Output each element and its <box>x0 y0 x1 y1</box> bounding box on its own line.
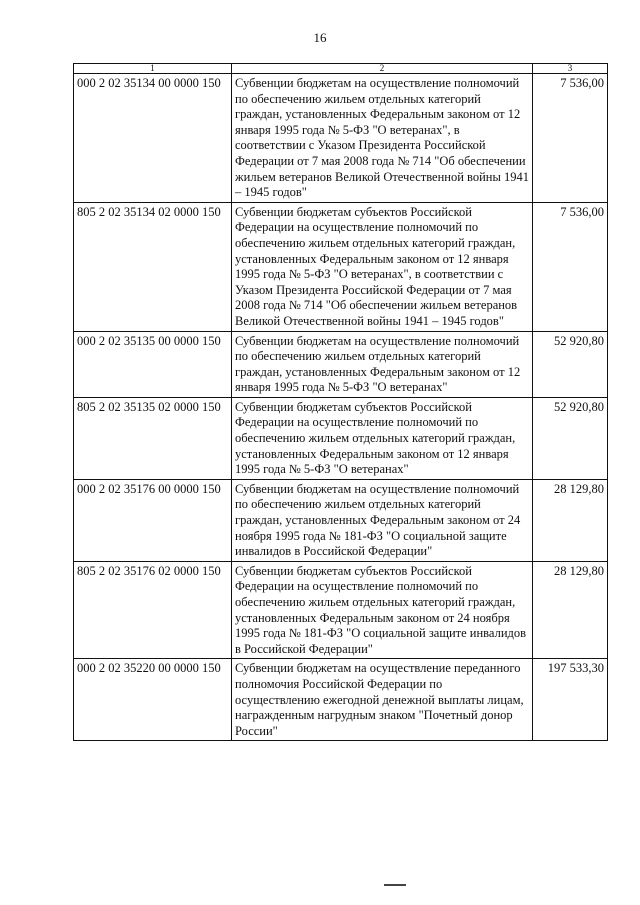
budget-code: 000 2 02 35135 00 0000 150 <box>74 331 232 397</box>
row-amount: 52 920,80 <box>533 331 608 397</box>
table-row <box>74 479 608 561</box>
column-header-3: 3 <box>533 64 608 74</box>
budget-code: 000 2 02 35220 00 0000 150 <box>74 659 232 741</box>
row-amount: 7 536,00 <box>533 74 608 203</box>
row-description: Субвенции бюджетам на осуществление полномочий по обеспечению жильем отдельных категорий граждан, установленных Федеральным законом от 12 января 1995 года № 5-ФЗ "О ветеранах" <box>232 331 533 397</box>
table-row <box>74 202 608 331</box>
row-amount: 28 129,80 <box>533 479 608 561</box>
row-amount: 52 920,80 <box>533 397 608 479</box>
budget-table <box>73 63 608 741</box>
table-row <box>74 331 608 397</box>
column-header-2: 2 <box>232 64 533 74</box>
row-description: Субвенции бюджетам субъектов Российской Федерации на осуществление полномочий по обеспечению жильем отдельных категорий граждан, установленных Федеральным законом от 24 ноября 1995 года № 181-ФЗ "О социальной защите инвалидов в Российской Федерации" <box>232 561 533 659</box>
scan-mark <box>384 884 406 886</box>
budget-code: 805 2 02 35134 02 0000 150 <box>74 202 232 331</box>
row-description: Субвенции бюджетам на осуществление переданного полномочия Российской Федерации по осуществлению ежегодной денежной выплаты лицам, награжденным нагрудным знаком "Почетный донор России" <box>232 659 533 741</box>
budget-code: 000 2 02 35176 00 0000 150 <box>74 479 232 561</box>
row-description: Субвенции бюджетам субъектов Российской Федерации на осуществление полномочий по обеспечению жильем отдельных категорий граждан, установленных Федеральным законом от 12 января 1995 года № 5-ФЗ "О ветеранах", в соответствии с Указом Президента Российской Федерации от 7 мая 2008 года № 714 "Об обеспечении жильем ветеранов Великой Отечественной войны 1941 – 1945 годов" <box>232 202 533 331</box>
table-row <box>74 397 608 479</box>
budget-code: 805 2 02 35176 02 0000 150 <box>74 561 232 659</box>
header-row <box>74 64 608 74</box>
row-description: Субвенции бюджетам субъектов Российской Федерации на осуществление полномочий по обеспечению жильем отдельных категорий граждан, установленных Федеральным законом от 12 января 1995 года № 5-ФЗ "О ветеранах" <box>232 397 533 479</box>
table-row <box>74 659 608 741</box>
budget-code: 805 2 02 35135 02 0000 150 <box>74 397 232 479</box>
row-amount: 197 533,30 <box>533 659 608 741</box>
row-description: Субвенции бюджетам на осуществление полномочий по обеспечению жильем отдельных категорий граждан, установленных Федеральным законом от 12 января 1995 года № 5-ФЗ "О ветеранах", в соответствии с Указом Президента Российской Федерации от 7 мая 2008 года № 714 "Об обеспечении жильем ветеранов Великой Отечественной войны 1941 – 1945 годов" <box>232 74 533 203</box>
table-row <box>74 561 608 659</box>
table-row <box>74 74 608 203</box>
row-description: Субвенции бюджетам на осуществление полномочий по обеспечению жильем отдельных категорий граждан, установленных Федеральным законом от 24 ноября 1995 года № 181-ФЗ "О социальной защите инвалидов в Российской Федерации" <box>232 479 533 561</box>
row-amount: 7 536,00 <box>533 202 608 331</box>
budget-code: 000 2 02 35134 00 0000 150 <box>74 74 232 203</box>
page-number: 16 <box>313 30 327 45</box>
column-header-1: 1 <box>74 64 232 74</box>
row-amount: 28 129,80 <box>533 561 608 659</box>
